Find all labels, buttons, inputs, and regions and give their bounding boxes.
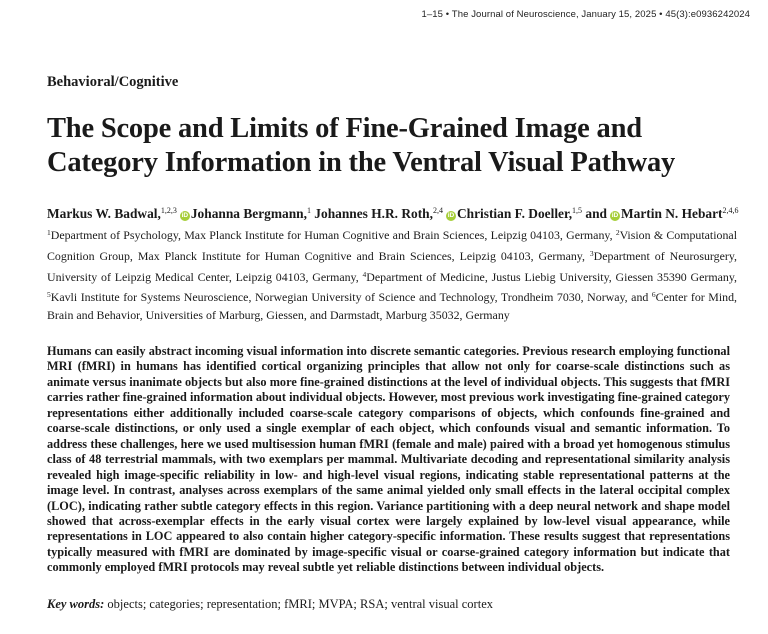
author-name[interactable]: Johanna Bergmann, <box>190 206 307 221</box>
keywords-line <box>47 597 737 612</box>
affiliation-text: Vision & Computational Cognition Group, Max Planck Institute for Human Cognitive and Brain Sciences, Leipzig 04103, Germany, <box>47 228 737 263</box>
author-name[interactable]: Johannes H.R. Roth, <box>314 206 433 221</box>
affiliation-number: 2 <box>615 228 620 237</box>
affiliation-number: 4 <box>362 269 367 279</box>
author-name[interactable]: Markus W. Badwal, <box>47 206 161 221</box>
affiliation-number: 5 <box>47 290 51 300</box>
affiliation-list <box>47 224 737 325</box>
keywords-label: Key words: <box>47 597 105 611</box>
author-affiliation-sup: 1,2,3 <box>160 206 177 215</box>
affiliation-text: Department of Neurosurgery, University of Leipzig Medical Center, Leipzig 04103, Germany, <box>47 248 737 284</box>
author-affiliation-sup: 2,4 <box>432 206 443 215</box>
author-name[interactable]: Christian F. Doeller, <box>456 206 573 221</box>
affiliation-number: 1 <box>47 228 51 237</box>
affiliation-text: Kavli Institute for Systems Neuroscience, Norwegian University of Science and Technology, Trondheim 7030, Norway, and <box>50 290 652 305</box>
affiliation-text: Department of Psychology, Max Planck Institute for Human Cognitive and Brain Sciences, Leipzig 04103, Germany, <box>50 228 616 242</box>
section-tag: Behavioral/Cognitive <box>47 74 179 90</box>
article-title: The Scope and Limits of Fine-Grained Image and Category Information in the Ventral Visual Pathway <box>47 113 676 178</box>
author-list <box>47 206 747 222</box>
orcid-icon[interactable]: iD <box>181 212 189 219</box>
orcid-icon[interactable]: iD <box>447 212 455 219</box>
author-affiliation-sup: 1,5 <box>572 206 583 215</box>
author-affiliation-sup: 1 <box>306 206 311 215</box>
author-conjunction: and <box>585 206 607 221</box>
keywords-text: objects; categories; representation; fMRI; MVPA; RSA; ventral visual cortex <box>104 597 493 611</box>
journal-citation-line: 1–15 • The Journal of Neuroscience, January 15, 2025 • 45(3):e0936242024 <box>421 9 750 20</box>
affiliation-text: Department of Medicine, Justus Liebig University, Giessen 35390 Germany, <box>366 269 737 284</box>
affiliation-text: Center for Mind, Brain and Behavior, Universities of Marburg, Giessen, and Darmstadt, Marburg 35032, Germany <box>47 290 737 323</box>
affiliation-number: 6 <box>651 290 656 300</box>
orcid-icon[interactable]: iD <box>611 212 619 219</box>
abstract: Humans can easily abstract incoming visual information into discrete semantic categories. Previous research employing functional MRI (fMRI) in humans has identified cortical organizing principles that allow not only for coarse-scale distinctions such as animate versus inanimate objects but also more fine-grained distinctions at the level of individual objects. This suggests that fMRI carries rather fine-grained information about individual objects. However, most previous work investigating fine-grained category representations either additionally included coarse-scale category comparisons of objects, which confounds fine-grained and coarse-scale distinctions, or only used a single exemplar of each object, which confounds visual and semantic information. To address these challenges, here we used multisession human fMRI (female and male) paired with a broad yet homogenous stimulus class of 48 terrestrial mammals, with two exemplars per mammal. Multivariate decoding and representational similarity analysis revealed high image-specific reliability in low- and high-level visual regions, indicating stable representational patterns at the image level. In contrast, analyses across exemplars of the same animal yielded only small effects in the lateral occipital complex (LOC), indicating rather subtle category effects in this region. Variance partitioning with a deep neural network and shape model showed that across-exemplar effects in the early visual cortex were largely explained by low-level visual appearance, while representations in LOC appeared to also contain higher category-specific information. These results suggest that representations typically measured with fMRI are dominated by image-specific visual or coarse-grained category information but indicate that commonly employed fMRI protocols may reveal subtle yet reliable distinctions between individual objects. <box>47 344 730 575</box>
author-name[interactable]: Martin N. Hebart <box>621 206 723 221</box>
author-affiliation-sup: 2,4,6 <box>722 206 739 215</box>
affiliation-number: 3 <box>589 248 594 258</box>
